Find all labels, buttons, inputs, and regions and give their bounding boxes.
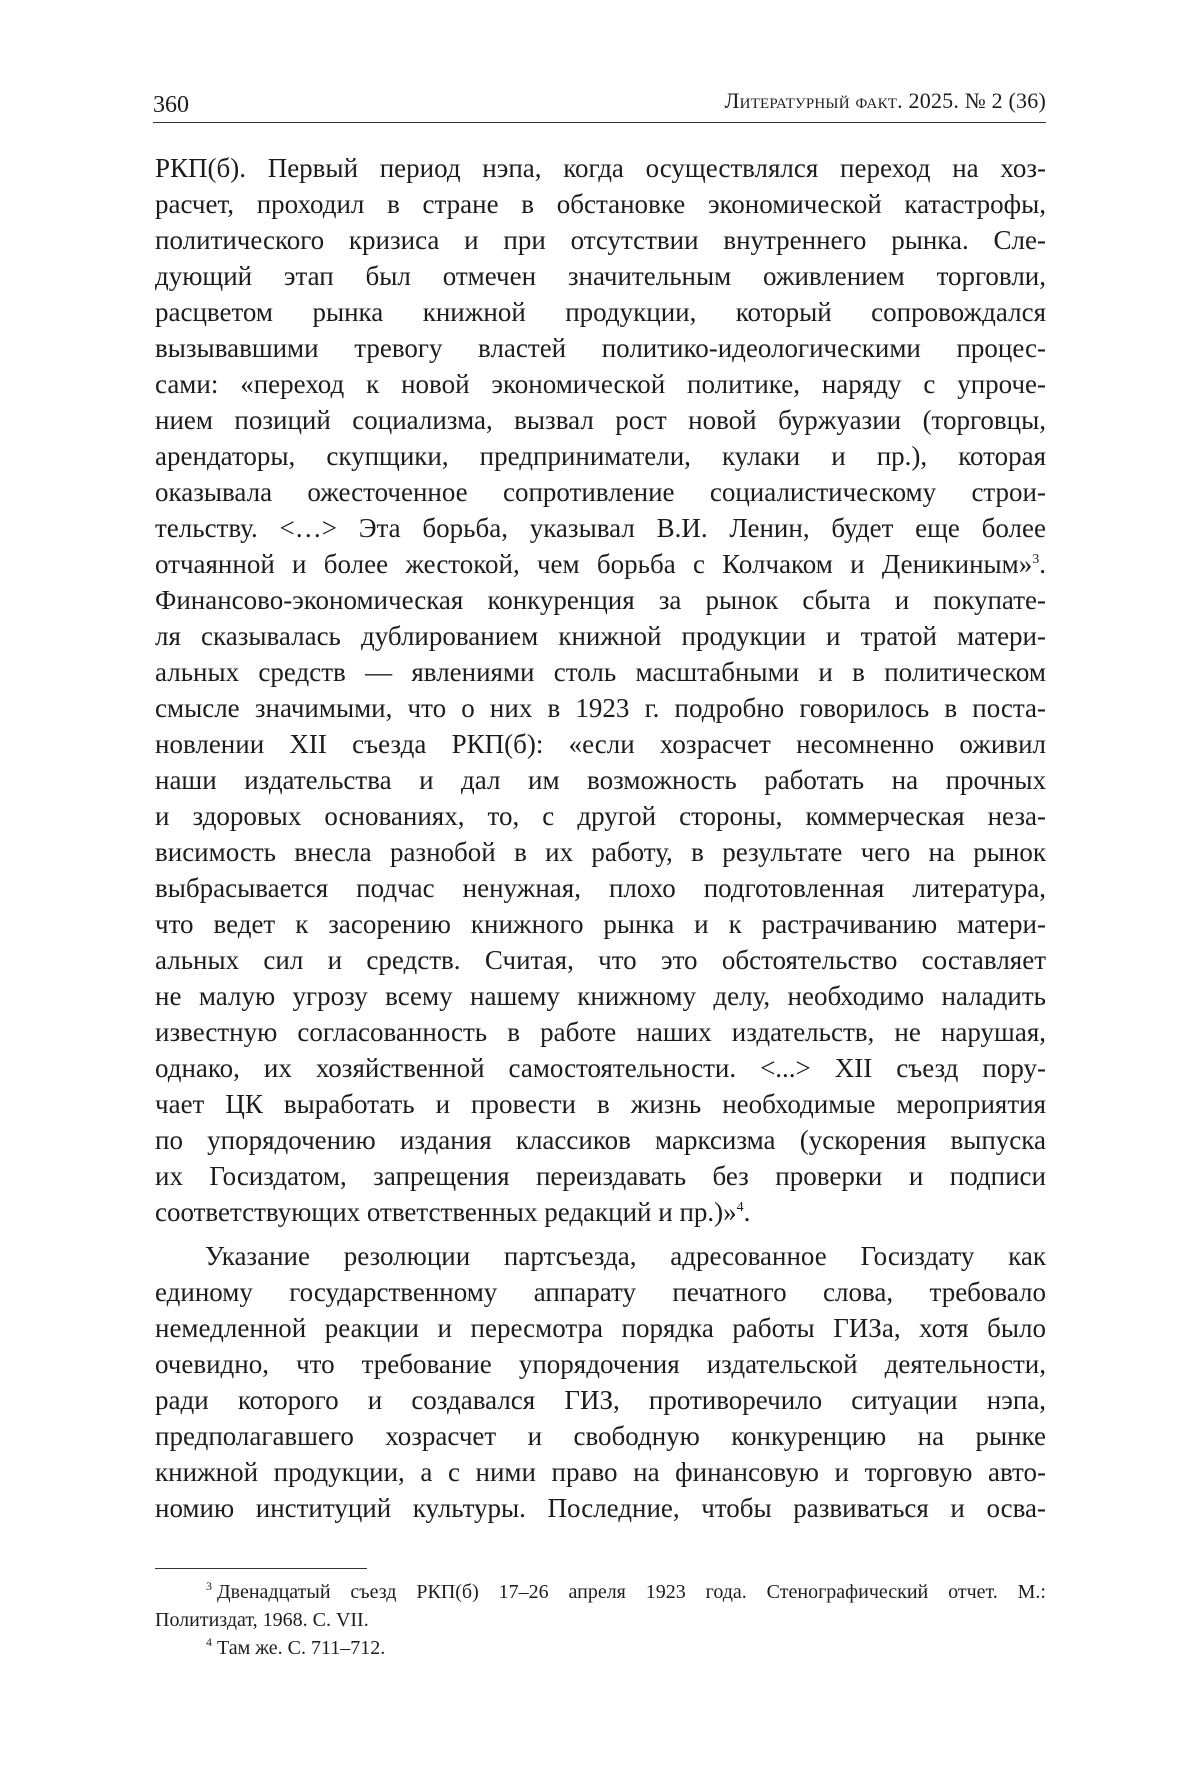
paragraph-gap	[155, 1230, 1046, 1238]
text-line: предполагавшего хозрасчет и свободную конкуренцию на рынке	[155, 1421, 1046, 1451]
text-line: тельству. <…> Эта борьба, указывал В.И. Ленин, будет еще более	[155, 513, 1046, 543]
footnote-rule	[155, 1568, 367, 1569]
text-line: альных средств — явлениями столь масштабными и в политическом	[155, 657, 1046, 687]
text-line: оказывала ожесточенное сопротивление социалистическому строи-	[155, 477, 1046, 507]
text-line: вызывавшими тревогу властей политико-идеологическими процес-	[155, 333, 1046, 363]
text-line: книжной продукции, а с ними право на финансовую и торговую авто-	[155, 1457, 1046, 1487]
text-line: однако, их хозяйственной самостоятельности. <...> XII съезд пору-	[155, 1053, 1046, 1083]
footnote-4	[155, 1634, 1046, 1662]
text-line: не малую угрозу всему нашему книжному делу, необходимо наладить	[155, 981, 1046, 1011]
text-line: расцветом рынка книжной продукции, который сопровождался	[155, 297, 1046, 327]
text-line: наши издательства и дал им возможность работать на прочных	[155, 765, 1046, 795]
body-text	[155, 150, 1046, 1526]
text-line: альных сил и средств. Считая, что это обстоятельство составляет	[155, 945, 1046, 975]
text-line: и здоровых основаниях, то, с другой стороны, коммерческая неза-	[155, 801, 1046, 831]
text-line: сами: «переход к новой экономической политике, наряду с упроче-	[155, 369, 1046, 399]
text-line: отчаянной и более жестокой, чем борьба с Колчаком и Деникиным»	[155, 549, 1033, 579]
text-line: РКП(б). Первый период нэпа, когда осуществлялся переход на хоз-	[155, 153, 1046, 183]
footnote-ref-punct: .	[1039, 549, 1046, 579]
text-line: выбрасывается подчас ненужная, плохо подготовленная литература,	[155, 873, 1046, 903]
text-line: по упорядочению издания классиков марксизма (ускорения выпуска	[155, 1125, 1046, 1155]
text-line: очевидно, что требование упорядочения издательской деятельности,	[155, 1349, 1046, 1379]
text-line: политического кризиса и при отсутствии внутреннего рынка. Сле-	[155, 225, 1046, 255]
text-line: номию институций культуры. Последние, чтобы развиваться и осва-	[155, 1493, 1046, 1523]
footnote-ref-3[interactable]: 3	[1032, 552, 1040, 567]
text-line: расчет, проходил в стране в обстановке экономической катастрофы,	[155, 189, 1046, 219]
footnote-number: 3	[206, 1579, 212, 1594]
text-line: смысле значимыми, что о них в 1923 г. подробно говорилось в поста-	[155, 693, 1046, 723]
text-line: арендаторы, скупщики, предприниматели, кулаки и пр.), которая	[155, 441, 1046, 471]
text-line-with-footnote	[155, 546, 1046, 582]
text-line: соответствующих ответственных редакций и пр.)»	[155, 1197, 737, 1227]
footnote-number: 4	[206, 1635, 212, 1650]
text-line: Указание резолюции партсъезда, адресованное Госиздату как	[205, 1241, 1046, 1271]
page-header	[153, 86, 1046, 120]
footnotes	[155, 1578, 1046, 1662]
text-line: ля сказывалась дублированием книжной продукции и тратой матери-	[155, 621, 1046, 651]
text-line: ради которого и создавался ГИЗ, противоречило ситуации нэпа,	[155, 1385, 1046, 1415]
text-line: нием позиций социализма, вызвал рост новой буржуазии (торговцы,	[155, 405, 1046, 435]
text-line: дующий этап был отмечен значительным оживлением торговли,	[155, 261, 1046, 291]
text-line: что ведет к засорению книжного рынка и к растрачиванию матери-	[155, 909, 1046, 939]
page-number: 360	[153, 92, 189, 118]
footnote-text: Там же. С. 711–712.	[217, 1637, 386, 1659]
text-line: известную согласованность в работе наших издательств, не нарушая,	[155, 1017, 1046, 1047]
footnote-3-continued: Политиздат, 1968. С. VII.	[155, 1609, 369, 1631]
text-line: их Госиздатом, запрещения переиздавать без проверки и подписи	[155, 1161, 1046, 1191]
text-line-with-footnote	[155, 1194, 1046, 1230]
text-line: чает ЦК выработать и провести в жизнь необходимые мероприятия	[155, 1089, 1046, 1119]
footnote-text: Двенадцатый съезд РКП(б) 17–26 апреля 1923 года. Стенографический отчет. М.:	[217, 1581, 1046, 1603]
text-line: новлении XII съезда РКП(б): «если хозрасчет несомненно оживил	[155, 729, 1046, 759]
header-rule	[153, 122, 1046, 123]
footnote-3	[155, 1578, 1046, 1606]
text-line: немедленной реакции и пересмотра порядка работы ГИЗа, хотя было	[155, 1313, 1046, 1343]
footnote-ref-4[interactable]: 4	[736, 1200, 744, 1215]
text-line: висимость внесла разнобой в их работу, в результате чего на рынок	[155, 837, 1046, 867]
footnote-ref-punct: .	[743, 1197, 751, 1227]
text-line: Финансово-экономическая конкуренция за рынок сбыта и покупате-	[155, 585, 1046, 615]
text-line: единому государственному аппарату печатного слова, требовало	[155, 1277, 1046, 1307]
running-title: Литературный факт. 2025. № 2 (36)	[724, 88, 1046, 113]
